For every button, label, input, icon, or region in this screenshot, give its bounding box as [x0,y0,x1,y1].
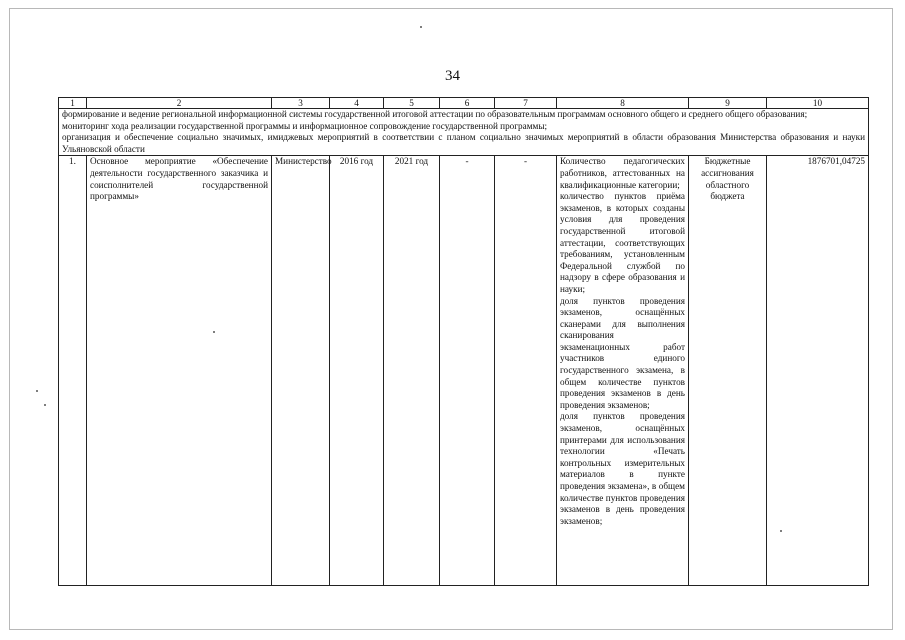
intro-line-3: организация и обеспечение социально значимых, имиджевых мероприятий в соответствии с планом социально значимых мероприятий в области образования Министерства образования и науки Ульяновской области [62,132,865,154]
activity-name: Основное мероприятие «Обеспечение деятельности государственного заказчика и соисполнителей государственной программы» [87,156,272,586]
funding-amount: 1876701,04725 [767,156,869,586]
activity-row [59,156,869,586]
column-header-6: 6 [440,98,495,109]
scan-speck [213,331,215,333]
column-header-8: 8 [557,98,689,109]
scan-speck [420,26,422,28]
end-year: 2021 год [384,156,440,586]
intro-cell [59,109,869,156]
column-header-2: 2 [87,98,272,109]
indicators-cell [557,156,689,586]
column-header-5: 5 [384,98,440,109]
row-number: 1. [59,156,87,586]
intro-line-1: формирование и ведение региональной информационной системы государственной итоговой аттестации по образовательным программам основного общего и среднего общего образования; [62,109,808,119]
column-header-9: 9 [689,98,767,109]
column-header-10: 10 [767,98,869,109]
column-7-value: - [495,156,557,586]
column-6-value: - [440,156,495,586]
scan-speck [780,530,782,532]
indicator-1: Количество педагогических работников, аттестованных на квалификационные категории; [560,156,685,190]
column-header-4: 4 [330,98,384,109]
start-year: 2016 год [330,156,384,586]
column-header-3: 3 [272,98,330,109]
indicator-3: доля пунктов проведения экзаменов, оснащённых сканерами для выполнения сканирования экзаменационных работ участников единого государственного экзамена, в общем количестве пунктов проведения экзаменов в день проведения экзаменов; [560,295,685,410]
column-number-row [59,98,869,109]
scan-speck [44,404,46,406]
program-table [58,97,869,586]
indicator-4: доля пунктов проведения экзаменов, оснащённых принтерами для использования технологии «Печать контрольных измерительных материалов в пункте проведения экзамена», в общем количестве пунктов проведения экзаменов в день проведения экзаменов; [560,411,685,526]
page-number: 34 [445,68,460,84]
indicator-2: количество пунктов приёма экзаменов, в которых созданы условия для проведения государственной итоговой аттестации, соответствующих требованиям, установленным Федеральной службой по надзору в сфере образования и науки; [560,191,685,294]
intro-line-2: мониторинг хода реализации государственной программы и информационное сопровождение государственной программы; [62,120,548,131]
funding-source: Бюджетные ассигнования областного бюджета [689,156,767,586]
column-header-1: 1 [59,98,87,109]
column-header-7: 7 [495,98,557,109]
scan-speck [36,390,38,392]
intro-row [59,109,869,156]
executor: Министерство [272,156,330,586]
